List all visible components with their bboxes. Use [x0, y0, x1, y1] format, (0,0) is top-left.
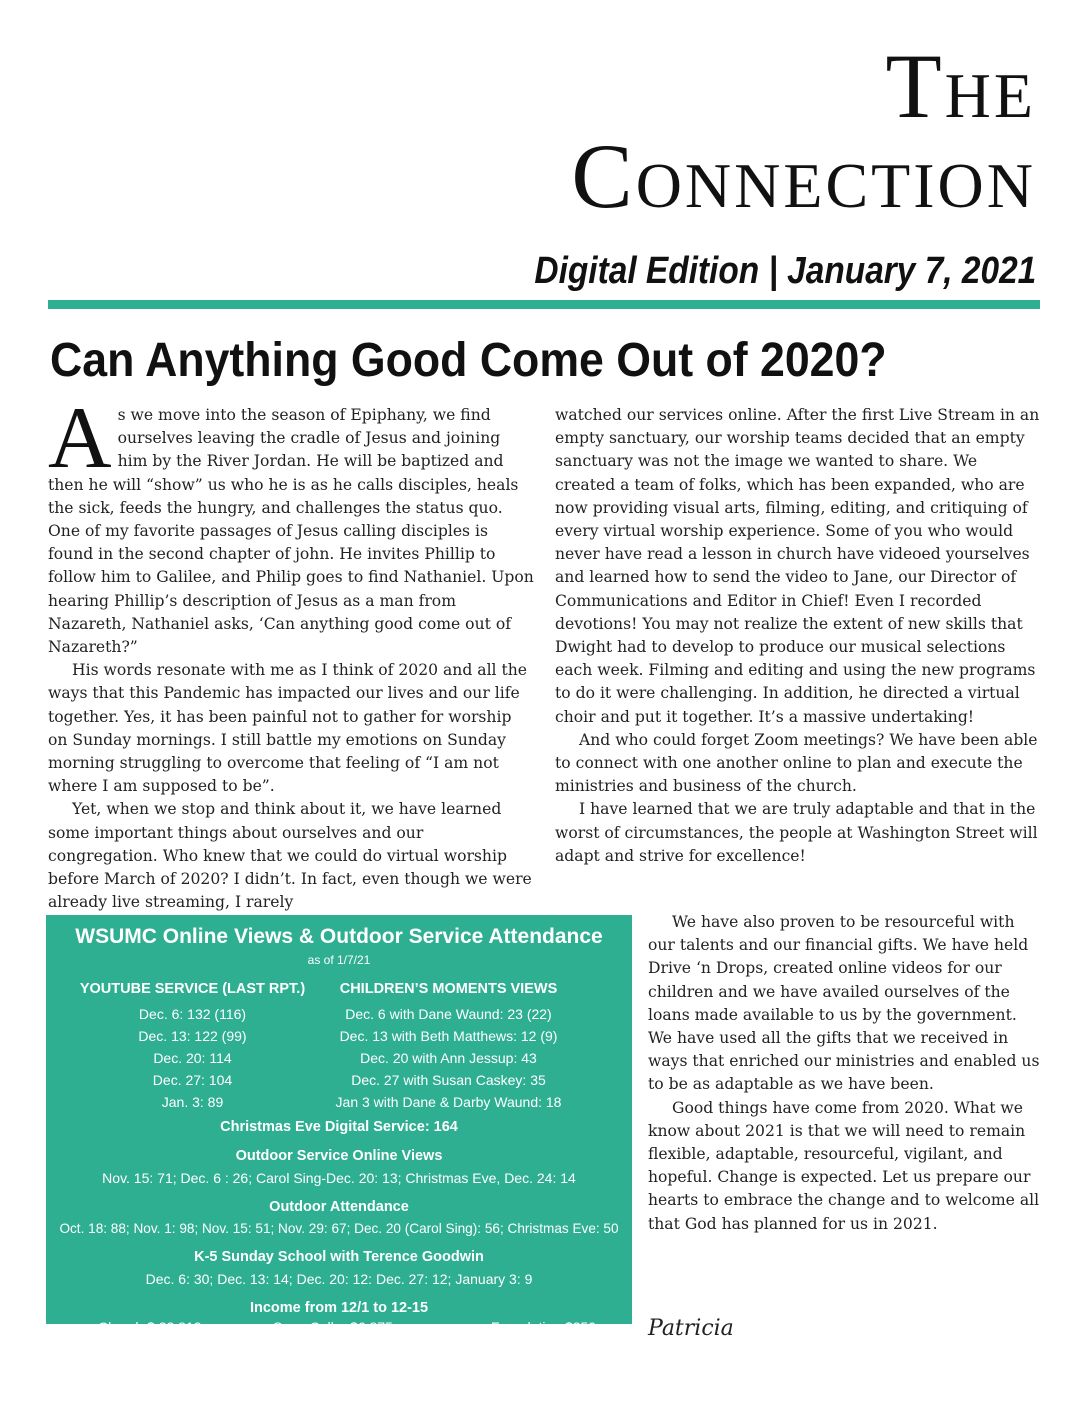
drop-cap: A: [48, 390, 112, 487]
article-paragraph: I have learned that we are truly adaptable and that in the worst of circumstances, the people at Washington Street will adapt and strive for excellence!: [555, 800, 1038, 865]
sunday-school-text: Dec. 6: 30; Dec. 13: 14; Dec. 20: 12: Dec. 27: 12; January 3: 9: [145, 1271, 533, 1287]
article-paragraph: And who could forget Zoom meetings? We have been able to connect with one another online to plan and execute the ministries and business of the church.: [555, 730, 1038, 796]
article-headline: Can Anything Good Come Out of 2020?: [50, 334, 887, 387]
income-church: Church $ 22,813: [98, 1319, 202, 1335]
article-paragraph: watched our services online. After the first Live Stream in an empty sanctuary, our worship teams decided that an empty sanctuary was not the image we wanted to share. We created a team of folks, which has been expanded, who are now providing visual arts, filming, editing, and critiquing of every virtual worship experience. Some of you who would never have read a lesson in church have videoed yourselves and learned how to send the video to Jane, our Director of Communications and Editor in Chief! Even I recorded devotions! You may not realize the extent of new skills that Dwight had to develop to produce our musical selections each week. Filming and editing and using the new programs to do it were challenging. In addition, he directed a virtual choir and put it together. It’s a massive undertaking!: [555, 406, 1040, 726]
masthead-title: Connection: [571, 125, 1036, 227]
outdoor-attendance-heading: Outdoor Attendance: [269, 1199, 409, 1215]
sunday-school-block: [46, 1246, 632, 1290]
list-item: Dec. 27 with Susan Caskey: 35: [351, 1072, 546, 1088]
outdoor-online-heading: Outdoor Service Online Views: [235, 1148, 443, 1164]
article-column-3: [648, 911, 1040, 1236]
christmas-eve-heading: Christmas Eve Digital Service: 164: [220, 1119, 458, 1135]
income-foundation: Foundation $350: [491, 1319, 597, 1335]
article-column-1: [48, 390, 534, 914]
stats-subtitle: as of 1/7/21: [307, 953, 371, 967]
christmas-eve-block: [46, 1116, 632, 1138]
list-item: Jan. 3: 89: [161, 1094, 224, 1110]
children-heading: CHILDREN’S MOMENTS VIEWS: [339, 981, 558, 997]
edition-line: Digital Edition | January 7, 2021: [534, 250, 1036, 292]
income-soup-cellar: Soup Cellar $6,875: [273, 1319, 393, 1335]
list-item: Jan 3 with Dane & Darby Waund: 18: [335, 1094, 562, 1110]
sunday-school-heading: K-5 Sunday School with Terence Goodwin: [194, 1249, 484, 1265]
list-item: Dec. 20: 114: [153, 1050, 232, 1066]
list-item: Dec. 20 with Ann Jessup: 43: [360, 1050, 537, 1066]
signature: Patricia: [648, 1316, 734, 1341]
stats-box: [46, 915, 632, 1335]
list-item: Dec. 13: 122 (99): [138, 1028, 247, 1044]
list-item: Dec. 6: 132 (116): [138, 1006, 247, 1022]
outdoor-attendance-block: [46, 1196, 632, 1240]
list-item: Dec. 6 with Dane Waund: 23 (22): [345, 1006, 552, 1022]
header-rule: [48, 300, 1040, 309]
masthead-the: The: [885, 35, 1036, 137]
youtube-list: [46, 1003, 339, 1113]
outdoor-attendance-text: Oct. 18: 88; Nov. 1: 98; Nov. 15: 51; Nov. 29: 67; Dec. 20 (Carol Sing): 56; Christmas Eve: 50: [59, 1221, 619, 1236]
income-heading: Income from 12/1 to 12-15: [249, 1300, 429, 1316]
stats-title: WSUMC Online Views & Outdoor Service Attendance: [75, 925, 603, 948]
article-paragraph: [48, 390, 534, 659]
list-item: Dec. 13 with Beth Matthews: 12 (9): [339, 1028, 558, 1044]
list-item: Dec. 27: 104: [152, 1072, 233, 1088]
children-list: [302, 1003, 595, 1113]
article-column-2: [555, 404, 1040, 868]
income-block: [46, 1297, 632, 1319]
article-paragraph: His words resonate with me as I think of 2020 and all the ways that this Pandemic has impacted our lives and our life together. Yes, it has been painful not to gather for worship on Sunday mornings. I still battle my emotions on Sunday morning struggling to overcome that feeling of “I am not where I am supposed to be”.: [48, 661, 528, 796]
outdoor-online-text: Nov. 15: 71; Dec. 6 : 26; Carol Sing-Dec. 20: 13; Christmas Eve, Dec. 24: 14: [102, 1170, 576, 1186]
outdoor-online-block: [46, 1145, 632, 1189]
article-paragraph: We have also proven to be resourceful with our talents and our financial gifts. We have held Drive ‘n Drops, created online videos for our children and we have availed ourselves of the loans made available to us by the government. We have used all the gifts that we received in ways that enriched our ministries and enabled us to be as adaptable as we have been.: [648, 913, 1040, 1094]
article-paragraph: Good things have come from 2020. What we know about 2021 is that we will need to remain flexible, adaptable, resourceful, vigilant, and hopeful. Change is expected. Let us prepare our hearts to embrace the change and to welcome all that God has planned for us in 2021.: [648, 1098, 1040, 1233]
article-paragraph: Yet, when we stop and think about it, we have learned some important things about ourselves and our congregation. Who knew that we could do virtual worship before March of 2020? I didn’t. In fact, even though we were already live streaming, I rarely: [48, 800, 532, 912]
youtube-heading: YOUTUBE SERVICE (LAST RPT.): [79, 981, 306, 997]
paragraph-text: s we move into the season of Epiphany, we find ourselves leaving the cradle of Jesus and joining him by the River Jordan. He will be baptized and then he will “show” us who he is as he calls disciples, heals the sick, feeds the hungry, and challenges the status quo. One of my favorite passages of Jesus calling disciples is found in the second chapter of john. He invites Phillip to follow him to Galilee, and Philip goes to find Nathaniel. Upon hearing Phillip’s description of Jesus as a man from Nazareth, Nathaniel asks, ‘Can anything good come out of Nazareth?”: [48, 406, 534, 657]
